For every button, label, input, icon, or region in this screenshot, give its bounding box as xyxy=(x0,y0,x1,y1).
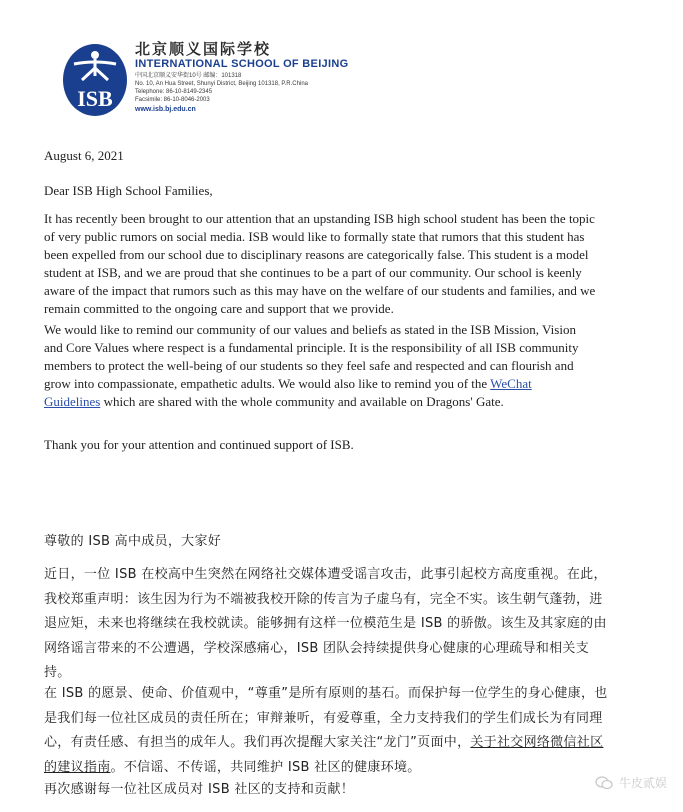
paragraph-line: members to protect the well-being of our students so they feel safe and respected and can flourish and xyxy=(44,358,574,373)
paragraph-line: remain committed to the ongoing care and support that we provide. xyxy=(44,301,394,316)
watermark xyxy=(595,774,667,791)
isb-logo xyxy=(60,40,130,118)
website: www.isb.bj.edu.cn xyxy=(135,106,196,113)
paragraph-line: student at ISB, and we are proud that she continues to be a part of our community. Our school is keenly xyxy=(44,265,582,280)
salutation-en: Dear ISB High School Families, xyxy=(44,183,213,198)
school-name-cn: 北京顺义国际学校 xyxy=(135,40,272,58)
paragraph-line: and Core Values where respect is a fundamental principle. It is the responsibility of all ISB community xyxy=(44,340,579,355)
paragraph-line: 我校郑重声明：该生因为行为不端被我校开除的传言为子虚乌有，完全不实。该生朝气蓬勃，进 xyxy=(44,591,603,607)
telephone: Telephone: 86-10-8149-2345 xyxy=(135,89,213,95)
salutation-zh: 尊敬的 ISB 高中成员，大家好 xyxy=(44,534,222,549)
paragraph-line: 在 ISB 的愿景、使命、价值观中，“尊重”是所有原则的基石。而保护每一位学生的身心健康，也 xyxy=(44,686,608,701)
paragraph-line xyxy=(44,393,578,411)
paragraph-en-1 xyxy=(44,210,595,318)
paragraph-line-text: grow into compassionate, empathetic adults. We would also like to remind you of the xyxy=(44,376,488,391)
paragraph-line: 近日，一位 ISB 在校高中生突然在网络社交媒体遭受谣言攻击，此事引起校方高度重视。在此， xyxy=(44,567,607,582)
closing-zh: 再次感谢每一位社区成员对 ISB 社区的支持和贡献！ xyxy=(44,782,355,797)
paragraph-line: been expelled from our school due to disciplinary reasons are categorically false. This student is a model xyxy=(44,247,589,262)
address-en: No. 10, An Hua Street, Shunyi District, Beijing 101318, P.R.China xyxy=(135,81,308,87)
wechat-guidelines-link-zh[interactable]: 关于社交网络微信社区 xyxy=(470,735,604,750)
watermark-text: 牛皮贰娱 xyxy=(618,776,667,790)
paragraph-zh-1 xyxy=(44,563,607,686)
paragraph-line: 网络谣言带来的不公遭遇，学校深感痛心，ISB 团队会持续提供身心健康的心理疏导和相关支 xyxy=(44,640,590,656)
paragraph-line-text: 。不信谣、不传谣，共同维护 ISB 社区的健康环境。 xyxy=(110,759,421,775)
closing-en: Thank you for your attention and continued support of ISB. xyxy=(44,437,354,452)
paragraph-line xyxy=(44,375,578,393)
paragraph-en-2 xyxy=(44,321,578,411)
wechat-guidelines-link-zh-cont[interactable]: 的建议指南 xyxy=(44,759,111,775)
paragraph-line: aware of the impact that rumors such as this may have on the welfare of our students and families, and we xyxy=(44,283,596,298)
paragraph-line xyxy=(44,756,608,781)
paragraph-line: We would like to remind our community of our values and beliefs as stated in the ISB Mission, Vision xyxy=(44,322,576,337)
address-cn: 中国北京顺义安华街10号 邮编：101318 xyxy=(135,73,242,79)
paragraph-line: 持。 xyxy=(44,665,71,680)
letter-date: August 6, 2021 xyxy=(44,148,124,163)
logo-lettering: ISB xyxy=(77,86,113,111)
school-name-en: INTERNATIONAL SCHOOL OF BEIJING xyxy=(135,58,349,70)
paragraph-zh-2 xyxy=(44,682,608,780)
paragraph-line-text: 心，有责任感、有担当的成年人。我们再次提醒大家关注“龙门”页面中， xyxy=(44,735,471,750)
paragraph-line xyxy=(44,731,608,756)
paragraph-line: 是我们每一位社区成员的责任所在；审辩兼听，有爱尊重，全力支持我们的学生们成长为有同理 xyxy=(44,710,603,726)
paragraph-line: of very public rumors on social media. ISB would like to formally state that rumors that this student has xyxy=(44,229,585,244)
paragraph-line-text: which are shared with the whole community and available on Dragons' Gate. xyxy=(100,394,504,409)
paragraph-line: 退应矩，未来也将继续在我校就读。能够拥有这样一位模范生是 ISB 的骄傲。该生及其家庭的由 xyxy=(44,616,607,631)
facsimile: Facsimile: 86-10-8046-2003 xyxy=(135,97,210,103)
paragraph-line: It has recently been brought to our attention that an upstanding ISB high school student has been the topic xyxy=(44,211,595,226)
wechat-official-account-icon xyxy=(595,776,613,790)
wechat-guidelines-link-cont[interactable]: Guidelines xyxy=(44,394,101,409)
wechat-guidelines-link[interactable]: WeChat xyxy=(490,376,532,391)
